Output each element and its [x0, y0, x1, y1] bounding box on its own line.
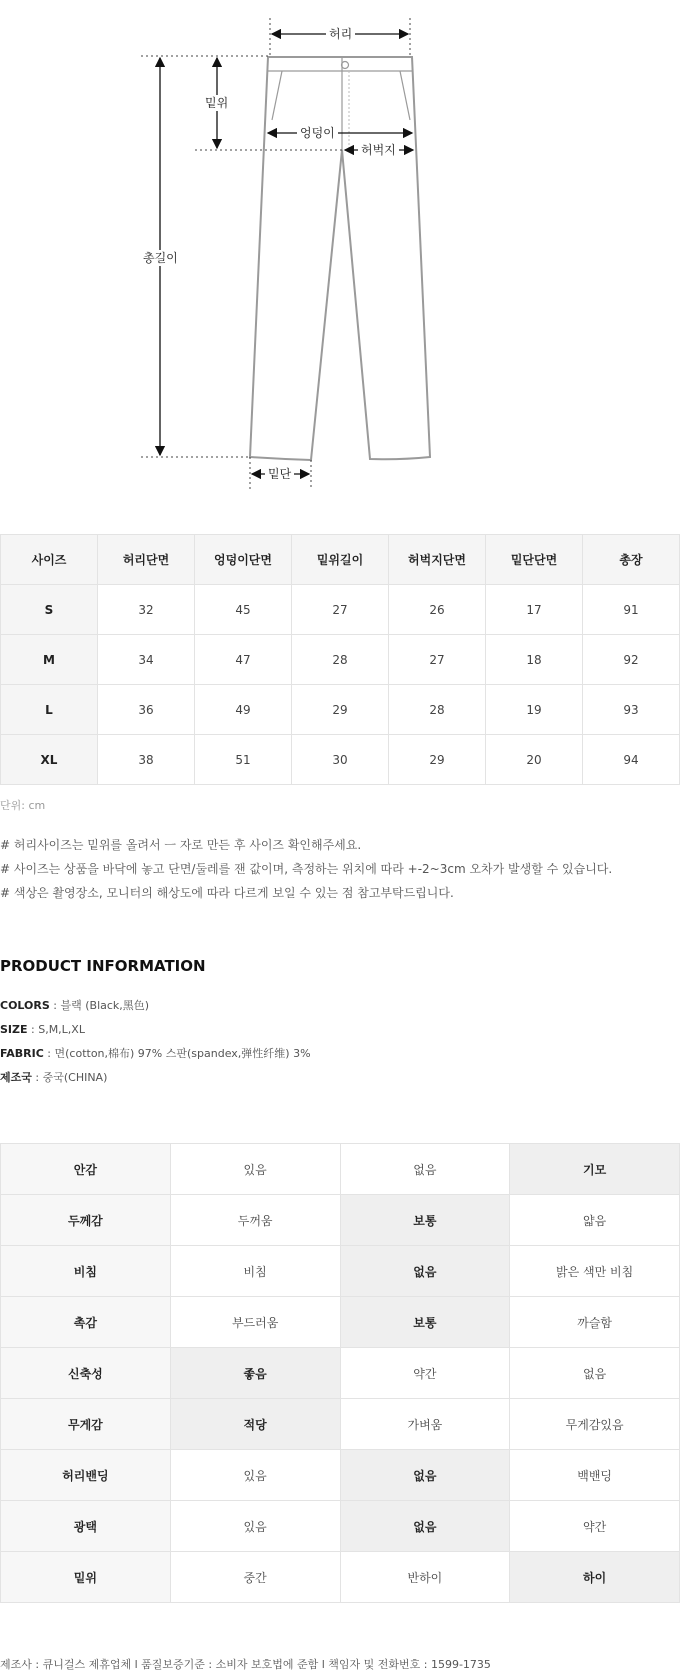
- attribute-row: [1, 1501, 680, 1552]
- attribute-option-selected: 없음: [340, 1246, 510, 1297]
- attribute-option: 약간: [510, 1501, 680, 1552]
- value-cell: 47: [195, 635, 292, 685]
- header-cell: 밑단단면: [486, 535, 583, 585]
- value-cell: 92: [583, 635, 680, 685]
- waist-label: 허리: [326, 26, 355, 42]
- attribute-label: 무게감: [1, 1399, 171, 1450]
- value-cell: 91: [583, 585, 680, 635]
- value-cell: 94: [583, 735, 680, 785]
- value-cell: 28: [389, 685, 486, 735]
- attribute-row: [1, 1399, 680, 1450]
- value-cell: 18: [486, 635, 583, 685]
- attribute-option: 무게감있음: [510, 1399, 680, 1450]
- attribute-option-selected: 적당: [170, 1399, 340, 1450]
- attribute-option: 비침: [170, 1246, 340, 1297]
- product-info-list: [0, 998, 311, 1094]
- header-cell: 사이즈: [1, 535, 98, 585]
- unit-note: 단위: cm: [0, 799, 46, 812]
- value-cell: 38: [98, 735, 195, 785]
- guide-lines: [141, 18, 410, 490]
- size-cell: M: [1, 635, 98, 685]
- attribute-row: [1, 1297, 680, 1348]
- value-cell: 49: [195, 685, 292, 735]
- info-size: [0, 1022, 311, 1046]
- note-text: # 사이즈는 상품을 바닥에 놓고 단면/둘레를 잰 값이며, 측정하는 위치에 따라 +-2~3cm 오차가 발생할 수 있습니다.: [0, 862, 613, 876]
- attribute-option: 부드러움: [170, 1297, 340, 1348]
- attribute-label: 두께감: [1, 1195, 171, 1246]
- info-value: : 블랙 (Black,黑色): [49, 999, 150, 1012]
- attribute-table: [0, 1143, 680, 1603]
- attribute-option: 있음: [170, 1144, 340, 1195]
- info-fabric: [0, 1046, 311, 1070]
- manufacturer-footer: 제조사 : 큐니걸스 제휴업체 l 품질보증기준 : 소비자 보호법에 준함 l 책임자 및 전화번호 : 1599-1735: [0, 1658, 491, 1671]
- attribute-option-selected: 보통: [340, 1297, 510, 1348]
- attribute-label: 안감: [1, 1144, 171, 1195]
- attribute-row: [1, 1144, 680, 1195]
- attribute-option: 까슬함: [510, 1297, 680, 1348]
- header-cell: 총장: [583, 535, 680, 585]
- hip-label: 엉덩이: [297, 125, 338, 141]
- info-value: : 면(cotton,棉布) 97% 스판(spandex,弹性纤维) 3%: [43, 1047, 311, 1060]
- value-cell: 29: [389, 735, 486, 785]
- attribute-option: 백밴딩: [510, 1450, 680, 1501]
- value-cell: 17: [486, 585, 583, 635]
- info-label: COLORS: [0, 999, 50, 1012]
- value-cell: 30: [292, 735, 389, 785]
- table-row: [1, 735, 680, 785]
- info-label: 제조국: [0, 1071, 32, 1084]
- attribute-row: [1, 1450, 680, 1501]
- value-cell: 32: [98, 585, 195, 635]
- pants-illustration: [0, 0, 680, 500]
- value-cell: 29: [292, 685, 389, 735]
- header-cell: 허리단면: [98, 535, 195, 585]
- value-cell: 19: [486, 685, 583, 735]
- size-diagram: [0, 0, 680, 500]
- attribute-option: 두꺼움: [170, 1195, 340, 1246]
- table-row: [1, 635, 680, 685]
- value-cell: 36: [98, 685, 195, 735]
- info-value: : S,M,L,XL: [27, 1023, 85, 1036]
- attribute-option: 있음: [170, 1450, 340, 1501]
- header-cell: 밑위길이: [292, 535, 389, 585]
- attribute-label: 밑위: [1, 1552, 171, 1603]
- info-label: SIZE: [0, 1023, 28, 1036]
- rise-label: 밑위: [202, 95, 231, 111]
- attribute-option: 약간: [340, 1348, 510, 1399]
- info-colors: [0, 998, 311, 1022]
- attribute-option: 중간: [170, 1552, 340, 1603]
- length-label: 총길이: [140, 250, 181, 266]
- info-value: : 중국(CHINA): [31, 1071, 108, 1084]
- note-text: # 허리사이즈는 밑위를 올려서 ㅡ 자로 만든 후 사이즈 확인해주세요.: [0, 838, 362, 852]
- value-cell: 26: [389, 585, 486, 635]
- attribute-option: 없음: [340, 1144, 510, 1195]
- attribute-label: 광택: [1, 1501, 171, 1552]
- attribute-row: [1, 1348, 680, 1399]
- size-cell: XL: [1, 735, 98, 785]
- attribute-option-selected: 보통: [340, 1195, 510, 1246]
- size-cell: L: [1, 685, 98, 735]
- attribute-row: [1, 1246, 680, 1297]
- value-cell: 27: [292, 585, 389, 635]
- size-table: [0, 534, 680, 785]
- value-cell: 93: [583, 685, 680, 735]
- table-row: [1, 585, 680, 635]
- size-cell: S: [1, 585, 98, 635]
- attribute-option-selected: 없음: [340, 1450, 510, 1501]
- attribute-row: [1, 1195, 680, 1246]
- value-cell: 28: [292, 635, 389, 685]
- value-cell: 45: [195, 585, 292, 635]
- attribute-option: 밝은 색만 비침: [510, 1246, 680, 1297]
- note-text: # 색상은 촬영장소, 모니터의 해상도에 따라 다르게 보일 수 있는 점 참고부탁드립니다.: [0, 886, 454, 900]
- measure-arrows: [160, 34, 413, 474]
- attribute-option-selected: 하이: [510, 1552, 680, 1603]
- attribute-label: 촉감: [1, 1297, 171, 1348]
- attribute-label: 신축성: [1, 1348, 171, 1399]
- value-cell: 51: [195, 735, 292, 785]
- hem-label: 밑단: [265, 466, 294, 482]
- pants-outline: [250, 57, 430, 460]
- value-cell: 20: [486, 735, 583, 785]
- attribute-label: 비침: [1, 1246, 171, 1297]
- header-cell: 허벅지단면: [389, 535, 486, 585]
- attribute-option: 없음: [510, 1348, 680, 1399]
- attribute-label: 허리밴딩: [1, 1450, 171, 1501]
- attribute-option-selected: 기모: [510, 1144, 680, 1195]
- value-cell: 34: [98, 635, 195, 685]
- info-origin: [0, 1070, 311, 1094]
- value-cell: 27: [389, 635, 486, 685]
- attribute-option: 얇음: [510, 1195, 680, 1246]
- size-table-header: [1, 535, 680, 585]
- info-label: FABRIC: [0, 1047, 44, 1060]
- product-info-title: PRODUCT INFORMATION: [0, 957, 206, 975]
- attribute-option-selected: 없음: [340, 1501, 510, 1552]
- header-cell: 엉덩이단면: [195, 535, 292, 585]
- attribute-option: 있음: [170, 1501, 340, 1552]
- attribute-option-selected: 좋음: [170, 1348, 340, 1399]
- attribute-row: [1, 1552, 680, 1603]
- attribute-option: 반하이: [340, 1552, 510, 1603]
- attribute-option: 가벼움: [340, 1399, 510, 1450]
- thigh-label: 허벅지: [358, 142, 399, 158]
- size-notes: [0, 837, 612, 909]
- table-row: [1, 685, 680, 735]
